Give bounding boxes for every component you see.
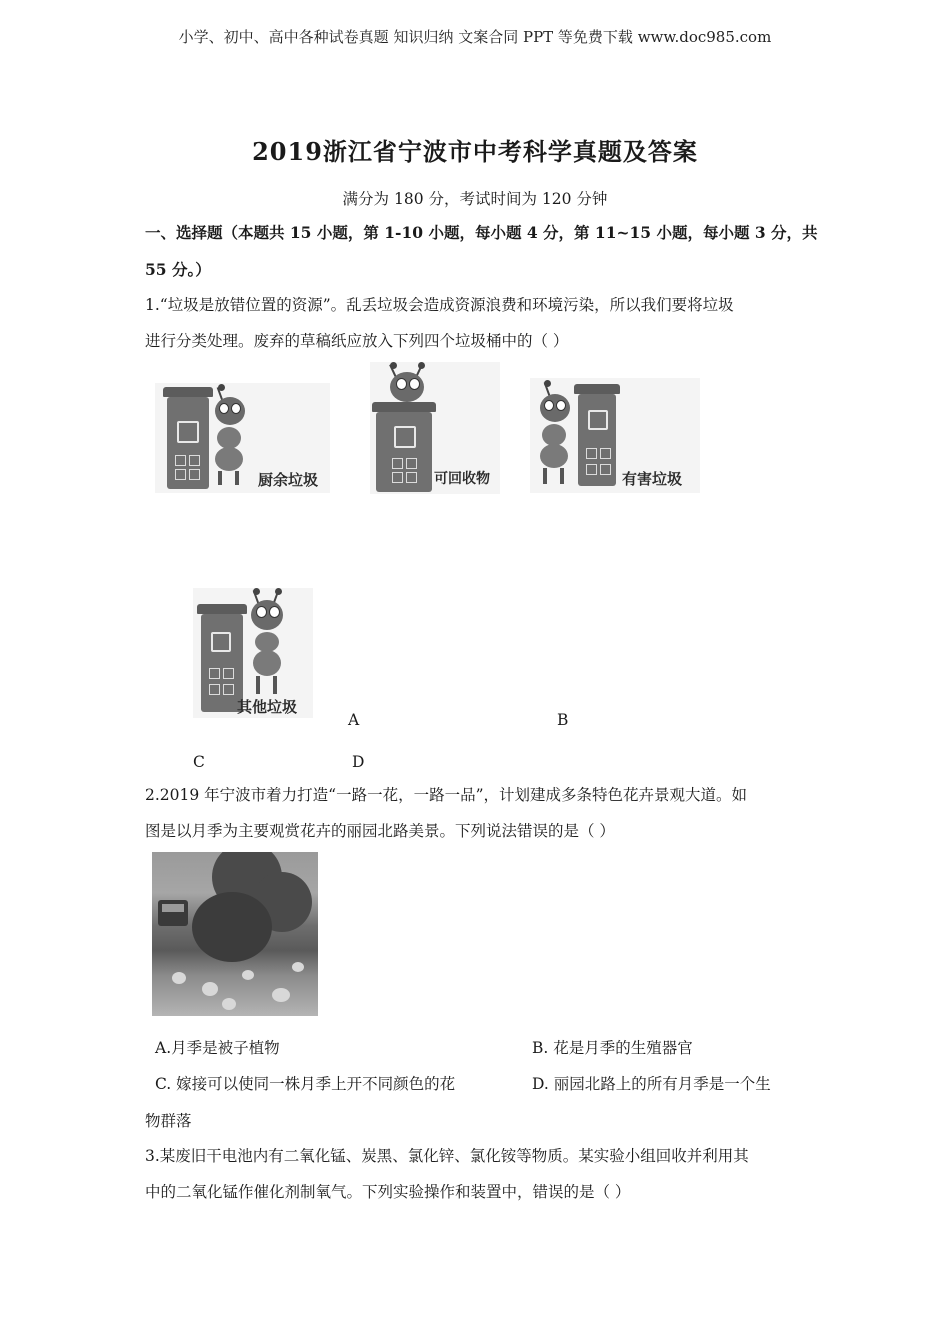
q1-option-a: A: [348, 711, 360, 729]
q3-stem-line2: 中的二氧化锰作催化剂制氧气。下列实验操作和装置中，错误的是（ ）: [145, 1183, 631, 1201]
bin-image-hazardous: [530, 378, 700, 493]
bin-label-hazardous: 有害垃圾: [622, 470, 683, 488]
q1-option-b: B: [557, 711, 569, 729]
q1-option-d: D: [352, 753, 365, 771]
q2-option-d: D. 丽园北路上的所有月季是一个生: [532, 1075, 771, 1093]
q2-option-a: A.月季是被子植物: [155, 1039, 280, 1057]
section-heading-line2: 55 分。）: [145, 260, 211, 279]
bin-label-other: 其他垃圾: [237, 698, 298, 716]
page-title: 2019浙江省宁波市中考科学真题及答案: [252, 137, 698, 166]
bin-image-recyclables: [370, 362, 500, 494]
q1-stem-line2: 进行分类处理。废弃的草稿纸应放入下列四个垃圾桶中的（ ）: [145, 332, 569, 350]
bin-label-recyclable: 可回收物: [434, 471, 490, 487]
section-heading-line1: 一、选择题（本题共 15 小题，第 1-10 小题，每小题 4 分，第 11~15 小题，每小题 3 分，共: [145, 223, 818, 242]
bin-label-kitchen: 厨余垃圾: [258, 471, 319, 489]
q3-stem-line1: 3.某废旧干电池内有二氧化锰、炭黑、氯化锌、氯化铵等物质。某实验小组回收并利用其: [145, 1147, 749, 1165]
q2-option-c: C. 嫁接可以使同一株月季上开不同颜色的花: [155, 1075, 456, 1093]
q2-option-d-cont: 物群落: [145, 1112, 192, 1130]
page-header: 小学、初中、高中各种试卷真题 知识归纳 文案合同 PPT 等免费下载 www.doc985.com: [178, 28, 772, 46]
bin-image-kitchen-waste: [155, 383, 330, 493]
q1-stem-line1: 1.“垃圾是放错位置的资源”。乱丢垃圾会造成资源浪费和环境污染，所以我们要将垃圾: [145, 296, 734, 314]
q2-stem-line2: 图是以月季为主要观赏花卉的丽园北路美景。下列说法错误的是（ ）: [145, 822, 615, 840]
q2-stem-line1: 2.2019 年宁波市着力打造“一路一花，一路一品”，计划建成多条特色花卉景观大道。如: [145, 786, 748, 804]
q1-option-c: C: [193, 753, 205, 771]
q2-option-b: B. 花是月季的生殖器官: [532, 1039, 693, 1057]
rose-road-photo: [152, 852, 318, 1016]
bin-image-other-waste: [193, 588, 313, 718]
exam-info: 满分为 180 分，考试时间为 120 分钟: [342, 190, 608, 208]
